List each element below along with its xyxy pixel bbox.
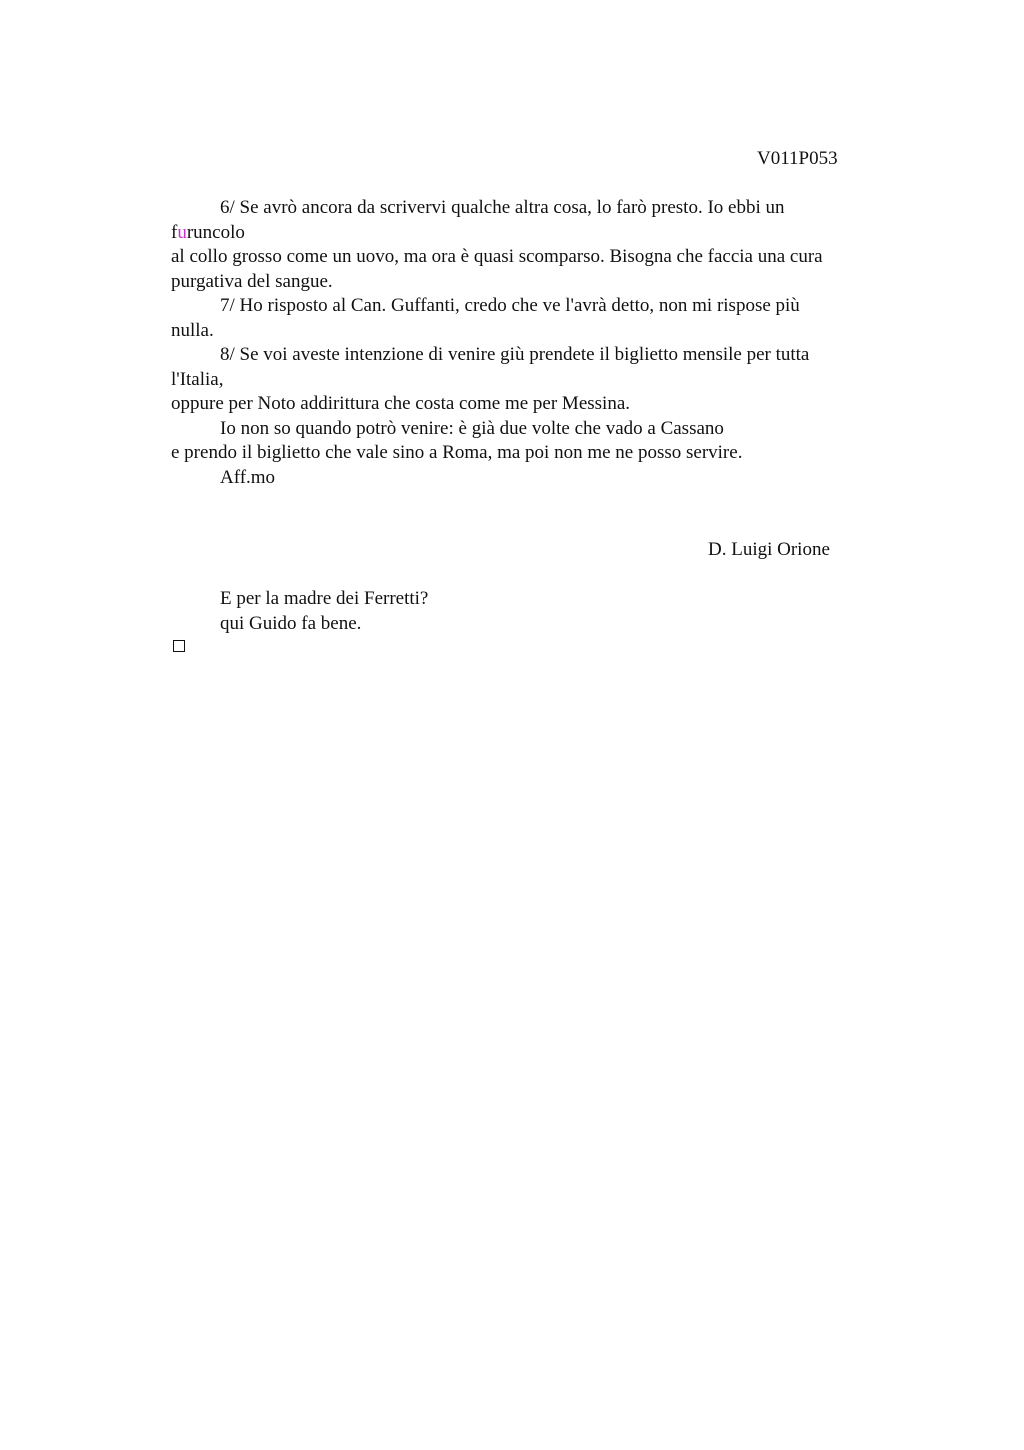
- paragraph-7-line-2: nulla.: [171, 319, 214, 341]
- postscript: [220, 587, 428, 636]
- paragraph-8-line-1: 8/ Se voi aveste intenzione di venire giù prendete il biglietto mensile per tutta: [220, 344, 810, 365]
- postscript-line-2: qui Guido fa bene.: [220, 612, 362, 634]
- paragraph-9-line-2: e prendo il biglietto che vale sino a Roma, ma poi non me ne posso servire.: [171, 442, 743, 463]
- paragraph-6-line-2: [171, 221, 891, 246]
- highlighted-letter: u: [177, 221, 187, 243]
- letter-body: [171, 196, 891, 490]
- postscript-line-1: E per la madre dei Ferretti?: [220, 588, 429, 609]
- word-fragment: f: [171, 221, 178, 243]
- end-marker-box-icon: [173, 640, 185, 652]
- word-fragment: runcolo: [186, 221, 245, 243]
- paragraph-9-line-1: Io non so quando potrò venire: è già due volte che vado a Cassano: [220, 417, 724, 439]
- paragraph-7-line-1: 7/ Ho risposto al Can. Guffanti, credo che ve l'avrà detto, non mi rispose più: [220, 295, 800, 316]
- paragraph-6-line-3: al collo grosso come un uovo, ma ora è quasi scomparso. Bisogna che faccia una cura: [171, 246, 823, 267]
- document-reference-code: V011P053: [757, 148, 838, 169]
- closing-salutation: Aff.mo: [220, 466, 276, 488]
- paragraph-8-line-2: l'Italia,: [171, 368, 224, 390]
- paragraph-8-line-3: oppure per Noto addirittura che costa come me per Messina.: [171, 393, 631, 414]
- paragraph-6-line-1: 6/ Se avrò ancora da scrivervi qualche altra cosa, lo farò presto. Io ebbi un: [220, 197, 785, 218]
- paragraph-6-line-4: purgativa del sangue.: [171, 270, 333, 292]
- signature: D. Luigi Orione: [708, 539, 830, 560]
